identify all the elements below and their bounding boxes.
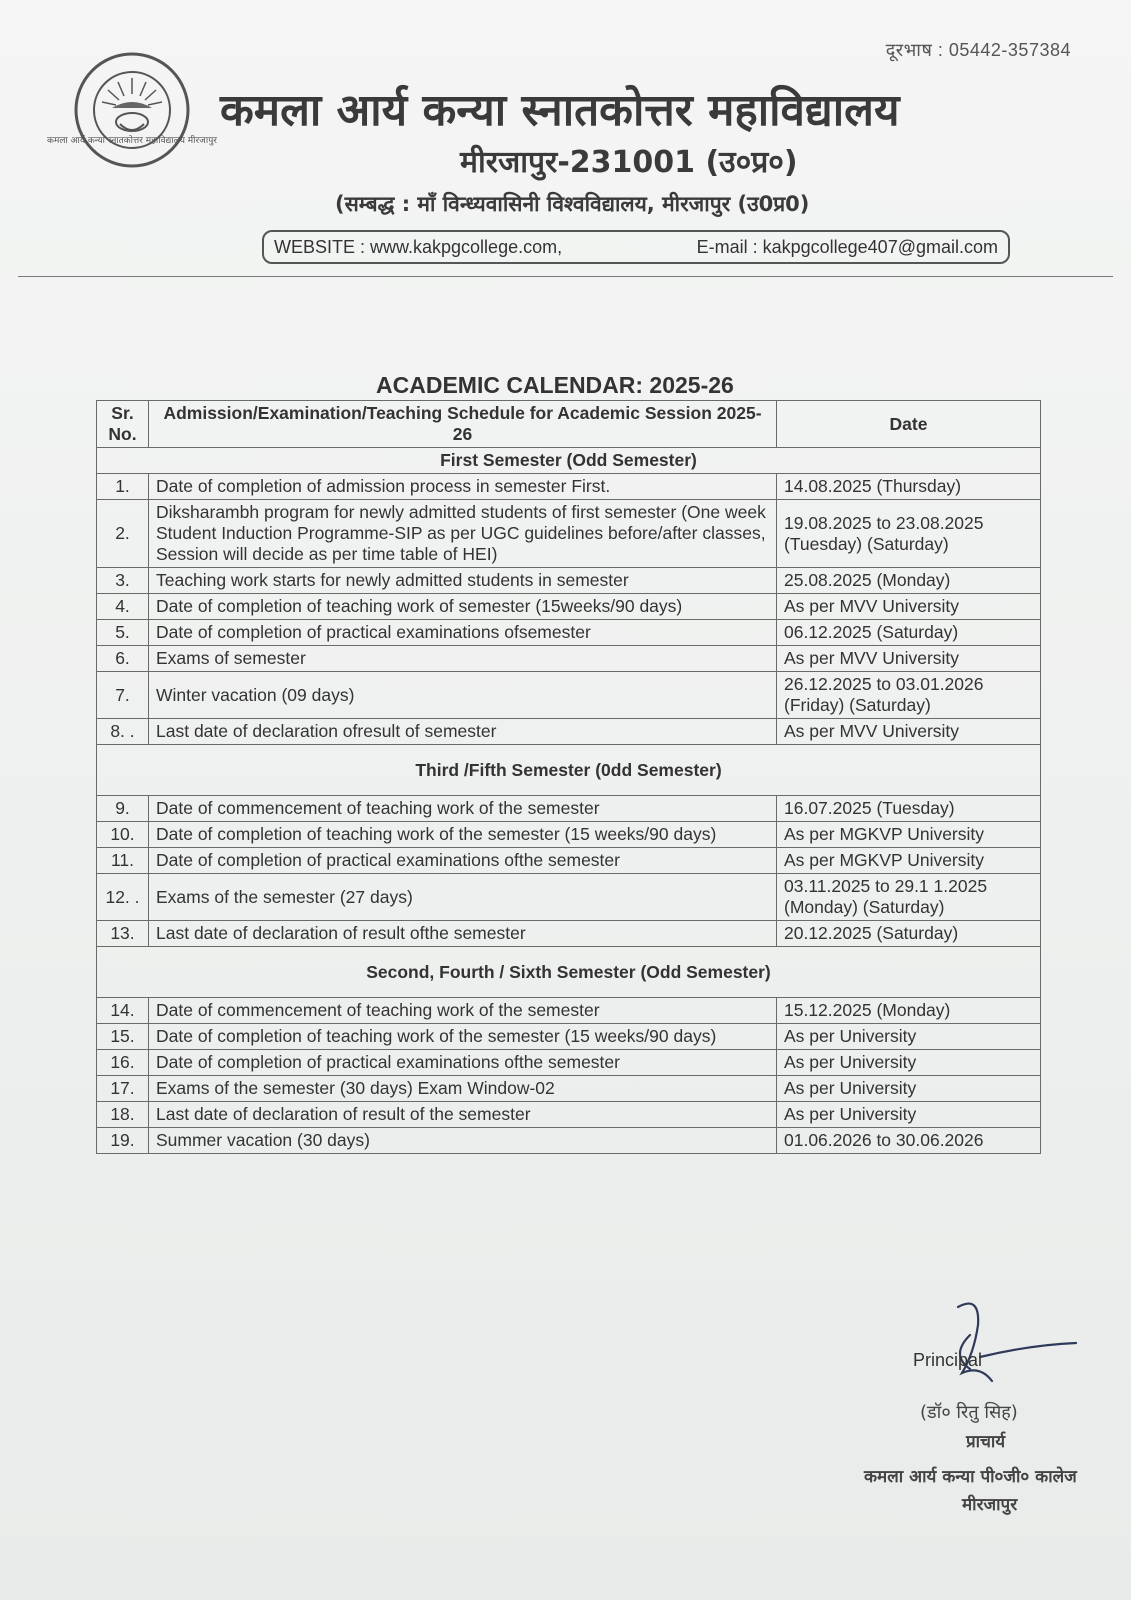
row-sr: 19.	[97, 1128, 149, 1154]
seal-lettering: कमला आर्य कन्या स्नातकोत्तर महाविद्यालय मीरजापुर	[47, 136, 217, 146]
row-date: 20.12.2025 (Saturday)	[777, 921, 1041, 947]
row-desc: Diksharambh program for newly admitted students of first semester (One week Student Induction Programme-SIP as per UGC guidelines before/after classes, Session will decide as per time table of HEI)	[149, 500, 777, 568]
table-row	[97, 719, 1041, 745]
row-desc: Date of completion of practical examinations ofthe semester	[149, 1050, 777, 1076]
row-date: As per MGKVP University	[777, 822, 1041, 848]
college-seal-icon	[47, 50, 217, 170]
row-sr: 2.	[97, 500, 149, 568]
row-sr: 9.	[97, 796, 149, 822]
table-row	[97, 1102, 1041, 1128]
row-date: 16.07.2025 (Tuesday)	[777, 796, 1041, 822]
table-row	[97, 594, 1041, 620]
row-sr: 7.	[97, 672, 149, 719]
row-date: 26.12.2025 to 03.01.2026 (Friday) (Saturday)	[777, 672, 1041, 719]
row-sr: 3.	[97, 568, 149, 594]
table-header-row	[97, 401, 1041, 448]
row-date: As per MVV University	[777, 646, 1041, 672]
calendar-table	[96, 400, 1041, 1154]
college-city: मीरजापुर-231001 (उ०प्र०)	[460, 145, 798, 180]
affiliation: (सम्बद्ध : माँ विन्ध्यवासिनी विश्वविद्यालय, मीरजापुर (उ0प्र0)	[335, 192, 810, 216]
table-row	[97, 620, 1041, 646]
row-date: As per University	[777, 1024, 1041, 1050]
col-date-header: Date	[777, 401, 1041, 448]
table-row	[97, 998, 1041, 1024]
row-sr: 5.	[97, 620, 149, 646]
row-date: 03.11.2025 to 29.1 1.2025 (Monday) (Saturday)	[777, 874, 1041, 921]
principal-name: (डॉ० रितु सिह)	[920, 1402, 1018, 1423]
stamp-college: कमला आर्य कन्या पी०जी० कालेज	[864, 1467, 1077, 1487]
principal-label: Principal	[913, 1350, 983, 1370]
table-row	[97, 646, 1041, 672]
row-date: 15.12.2025 (Monday)	[777, 998, 1041, 1024]
contact-box	[262, 230, 1010, 264]
table-row	[97, 1050, 1041, 1076]
row-desc: Date of commencement of teaching work of the semester	[149, 998, 777, 1024]
row-desc: Exams of the semester (30 days) Exam Window-02	[149, 1076, 777, 1102]
section-title: Third /Fifth Semester (0dd Semester)	[97, 745, 1041, 796]
row-desc: Exams of the semester (27 days)	[149, 874, 777, 921]
principal-title: प्राचार्य	[966, 1432, 1006, 1452]
signature-scribble-icon	[940, 1295, 1080, 1395]
col-sr-header: Sr. No.	[97, 401, 149, 448]
row-date: 25.08.2025 (Monday)	[777, 568, 1041, 594]
section-row	[97, 745, 1041, 796]
section-row	[97, 448, 1041, 474]
calendar-title: ACADEMIC CALENDAR: 2025-26	[376, 372, 734, 398]
row-sr: 14.	[97, 998, 149, 1024]
table-row	[97, 1024, 1041, 1050]
col-schedule-header: Admission/Examination/Teaching Schedule for Academic Session 2025-26	[149, 401, 777, 448]
table-row	[97, 822, 1041, 848]
row-date: As per MVV University	[777, 719, 1041, 745]
row-sr: 8. .	[97, 719, 149, 745]
row-sr: 4.	[97, 594, 149, 620]
row-sr: 1.	[97, 474, 149, 500]
row-date: As per University	[777, 1076, 1041, 1102]
row-date: As per MGKVP University	[777, 848, 1041, 874]
section-title: First Semester (Odd Semester)	[97, 448, 1041, 474]
table-row	[97, 1128, 1041, 1154]
section-row	[97, 947, 1041, 998]
row-desc: Last date of declaration ofresult of semester	[149, 719, 777, 745]
row-desc: Exams of semester	[149, 646, 777, 672]
table-row	[97, 474, 1041, 500]
row-date: As per MVV University	[777, 594, 1041, 620]
table-row	[97, 1076, 1041, 1102]
row-date: 01.06.2026 to 30.06.2026	[777, 1128, 1041, 1154]
row-desc: Date of completion of practical examinations ofthe semester	[149, 848, 777, 874]
row-date: As per University	[777, 1102, 1041, 1128]
row-desc: Date of commencement of teaching work of the semester	[149, 796, 777, 822]
row-desc: Date of completion of practical examinations ofsemester	[149, 620, 777, 646]
table-row	[97, 874, 1041, 921]
row-sr: 15.	[97, 1024, 149, 1050]
row-desc: Date of completion of teaching work of semester (15weeks/90 days)	[149, 594, 777, 620]
row-desc: Date of completion of admission process in semester First.	[149, 474, 777, 500]
row-desc: Winter vacation (09 days)	[149, 672, 777, 719]
table-row	[97, 568, 1041, 594]
row-sr: 12. .	[97, 874, 149, 921]
email-text: E-mail : kakpgcollege407@gmail.com	[696, 236, 998, 257]
row-desc: Date of completion of teaching work of the semester (15 weeks/90 days)	[149, 822, 777, 848]
row-desc: Last date of declaration of result of the semester	[149, 1102, 777, 1128]
row-sr: 16.	[97, 1050, 149, 1076]
row-date: 19.08.2025 to 23.08.2025 (Tuesday) (Saturday)	[777, 500, 1041, 568]
phone-number: दूरभाष : 05442-357384	[885, 40, 1071, 60]
section-title: Second, Fourth / Sixth Semester (Odd Semester)	[97, 947, 1041, 998]
row-desc: Summer vacation (30 days)	[149, 1128, 777, 1154]
row-sr: 13.	[97, 921, 149, 947]
row-desc: Last date of declaration of result ofthe semester	[149, 921, 777, 947]
table-row	[97, 796, 1041, 822]
table-row	[97, 921, 1041, 947]
row-desc: Date of completion of teaching work of the semester (15 weeks/90 days)	[149, 1024, 777, 1050]
stamp-city: मीरजापुर	[962, 1495, 1018, 1515]
row-date: 14.08.2025 (Thursday)	[777, 474, 1041, 500]
row-date: As per University	[777, 1050, 1041, 1076]
row-desc: Teaching work starts for newly admitted students in semester	[149, 568, 777, 594]
header-divider	[18, 276, 1113, 277]
college-name: कमला आर्य कन्या स्नातकोत्तर महाविद्यालय	[220, 85, 900, 136]
row-sr: 11.	[97, 848, 149, 874]
row-sr: 17.	[97, 1076, 149, 1102]
row-sr: 6.	[97, 646, 149, 672]
row-sr: 10.	[97, 822, 149, 848]
table-row	[97, 848, 1041, 874]
row-sr: 18.	[97, 1102, 149, 1128]
table-row	[97, 672, 1041, 719]
website-text: WEBSITE : www.kakpgcollege.com,	[274, 236, 563, 257]
table-row	[97, 500, 1041, 568]
row-date: 06.12.2025 (Saturday)	[777, 620, 1041, 646]
